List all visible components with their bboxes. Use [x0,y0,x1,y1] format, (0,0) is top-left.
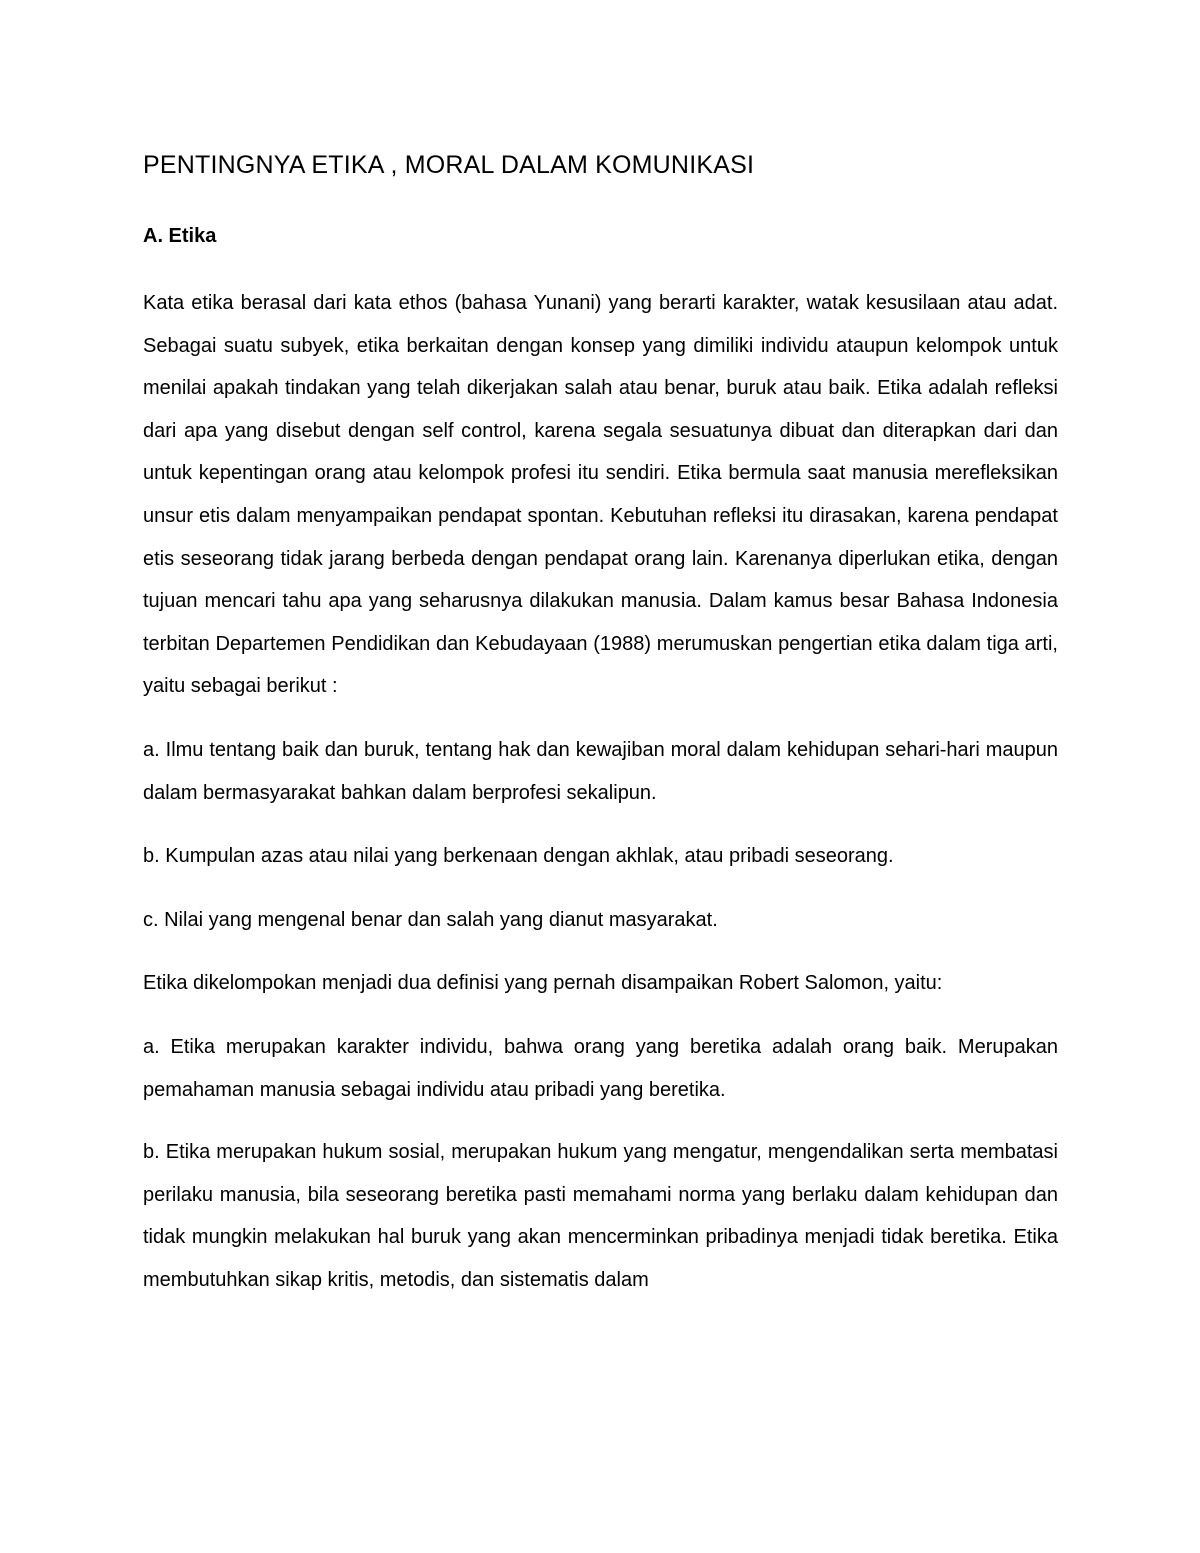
document-title: PENTINGNYA ETIKA , MORAL DALAM KOMUNIKASI [143,151,755,179]
section-heading-etika: A. Etika [143,225,217,247]
intro-paragraph: Kata etika berasal dari kata ethos (bahasa Yunani) yang berarti karakter, watak kesusilaan atau adat. Sebagai suatu subyek, etika berkaitan dengan konsep yang dimiliki individu ataupun kelompok untuk menilai apakah tindakan yang telah dikerjakan salah atau benar, buruk atau baik. Etika adalah refleksi dari apa yang disebut dengan self control, karena segala sesuatunya dibuat dan diterapkan dari dan untuk kepentingan orang atau kelompok profesi itu sendiri. Etika bermula saat manusia merefleksikan unsur etis dalam menyampaikan pendapat spontan. Kebutuhan refleksi itu dirasakan, karena pendapat etis seseorang tidak jarang berbeda dengan pendapat orang lain. Karenanya diperlukan etika, dengan tujuan mencari tahu apa yang seharusnya dilakukan manusia. Dalam kamus besar Bahasa Indonesia terbitan Departemen Pendidikan dan Kebudayaan (1988) merumuskan pengertian etika dalam tiga arti, yaitu sebagai berikut : [143,292,1058,698]
salomon-intro-paragraph: Etika dikelompokan menjadi dua definisi yang pernah disampaikan Robert Salomon, yaitu: [143,972,943,995]
kbbi-item-c: c. Nilai yang mengenal benar dan salah yang dianut masyarakat. [143,908,718,931]
kbbi-item-a: a. Ilmu tentang baik dan buruk, tentang hak dan kewajiban moral dalam kehidupan sehari-hari maupun dalam bermasyarakat bahkan dalam berprofesi sekalipun. [143,738,1058,804]
kbbi-item-b: b. Kumpulan azas atau nilai yang berkenaan dengan akhlak, atau pribadi seseorang. [143,845,894,868]
salomon-item-b: b. Etika merupakan hukum sosial, merupakan hukum yang mengatur, mengendalikan serta membatasi perilaku manusia, bila seseorang beretika pasti memahami norma yang berlaku dalam kehidupan dan tidak mungkin melakukan hal buruk yang akan mencerminkan pribadinya menjadi tidak beretika. Etika membutuhkan sikap kritis, metodis, dan sistematis dalam [143,1141,1058,1291]
document-body [143,150,1058,1301]
salomon-item-a: a. Etika merupakan karakter individu, bahwa orang yang beretika adalah orang baik. Merupakan pemahaman manusia sebagai individu atau pribadi yang beretika. [143,1035,1058,1101]
